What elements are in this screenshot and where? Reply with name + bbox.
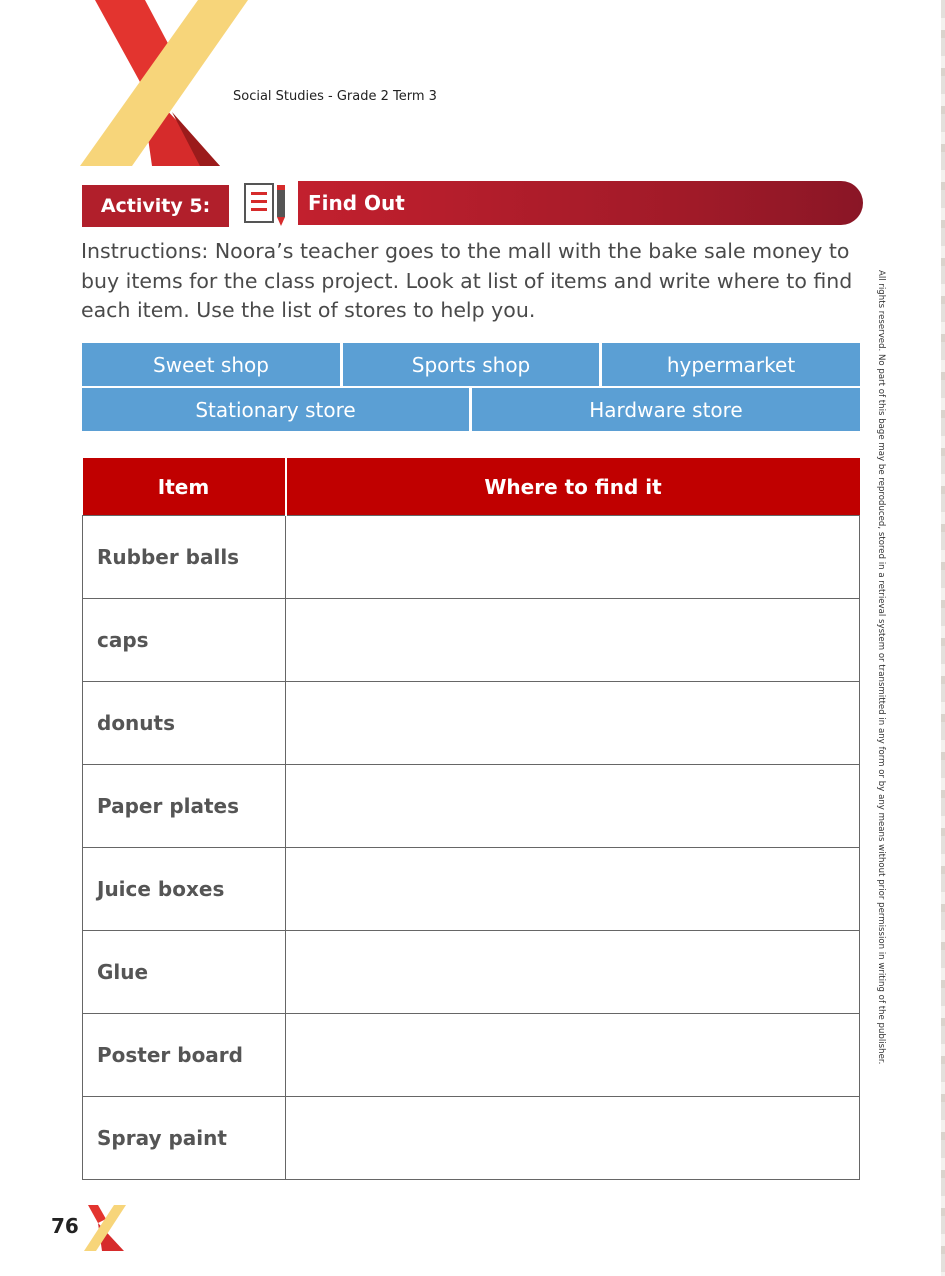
answer-cell[interactable]: [286, 599, 860, 682]
table-row: [83, 848, 860, 931]
subject-header: Social Studies - Grade 2 Term 3: [233, 89, 437, 104]
answer-cell[interactable]: [286, 682, 860, 765]
worksheet-pencil-icon: [243, 182, 289, 228]
table-row: [83, 1097, 860, 1180]
page-number: 76: [51, 1214, 79, 1238]
header-where: Where to find it: [286, 458, 860, 516]
table-row: [83, 599, 860, 682]
table-row: [83, 516, 860, 599]
item-cell: Juice boxes: [83, 848, 286, 931]
answer-cell[interactable]: [286, 931, 860, 1014]
answer-cell[interactable]: [286, 516, 860, 599]
store-hardware-store: Hardware store: [472, 388, 860, 431]
table-header-row: [83, 458, 860, 516]
instructions-text: Instructions: Noora’s teacher goes to the mall with the bake sale money to buy items for the class project. Look at list of items and write where to find each item. Use the list of stores to help you.: [81, 239, 853, 322]
table-row: [83, 931, 860, 1014]
item-cell: Paper plates: [83, 765, 286, 848]
store-sweet-shop: Sweet shop: [82, 343, 340, 386]
activity-label: Activity 5:: [82, 185, 229, 227]
publisher-logo-small: [84, 1205, 126, 1251]
store-hypermarket: hypermarket: [602, 343, 860, 386]
publisher-logo: [80, 0, 250, 166]
item-cell: Rubber balls: [83, 516, 286, 599]
answer-cell[interactable]: [286, 1097, 860, 1180]
store-row-1: [82, 343, 860, 386]
table-row: [83, 682, 860, 765]
item-cell: Poster board: [83, 1014, 286, 1097]
answer-cell[interactable]: [286, 1014, 860, 1097]
page-edge: [941, 0, 945, 1276]
item-cell: Glue: [83, 931, 286, 1014]
store-stationary-store: Stationary store: [82, 388, 469, 431]
store-list: [82, 343, 860, 433]
activity-title-bar: Find Out: [298, 181, 863, 225]
items-table: [82, 458, 860, 1180]
store-row-2: [82, 388, 860, 431]
table-row: [83, 765, 860, 848]
item-cell: donuts: [83, 682, 286, 765]
table-row: [83, 1014, 860, 1097]
answer-cell[interactable]: [286, 848, 860, 931]
header-item: Item: [83, 458, 286, 516]
item-cell: caps: [83, 599, 286, 682]
item-cell: Spray paint: [83, 1097, 286, 1180]
copyright-notice: All rights reserved. No part of this bage may be reproduced, stored in a retrieval system or transmitted in any form or by any means without prior permission in writing of the publisher.: [876, 270, 886, 1065]
answer-cell[interactable]: [286, 765, 860, 848]
store-sports-shop: Sports shop: [343, 343, 599, 386]
